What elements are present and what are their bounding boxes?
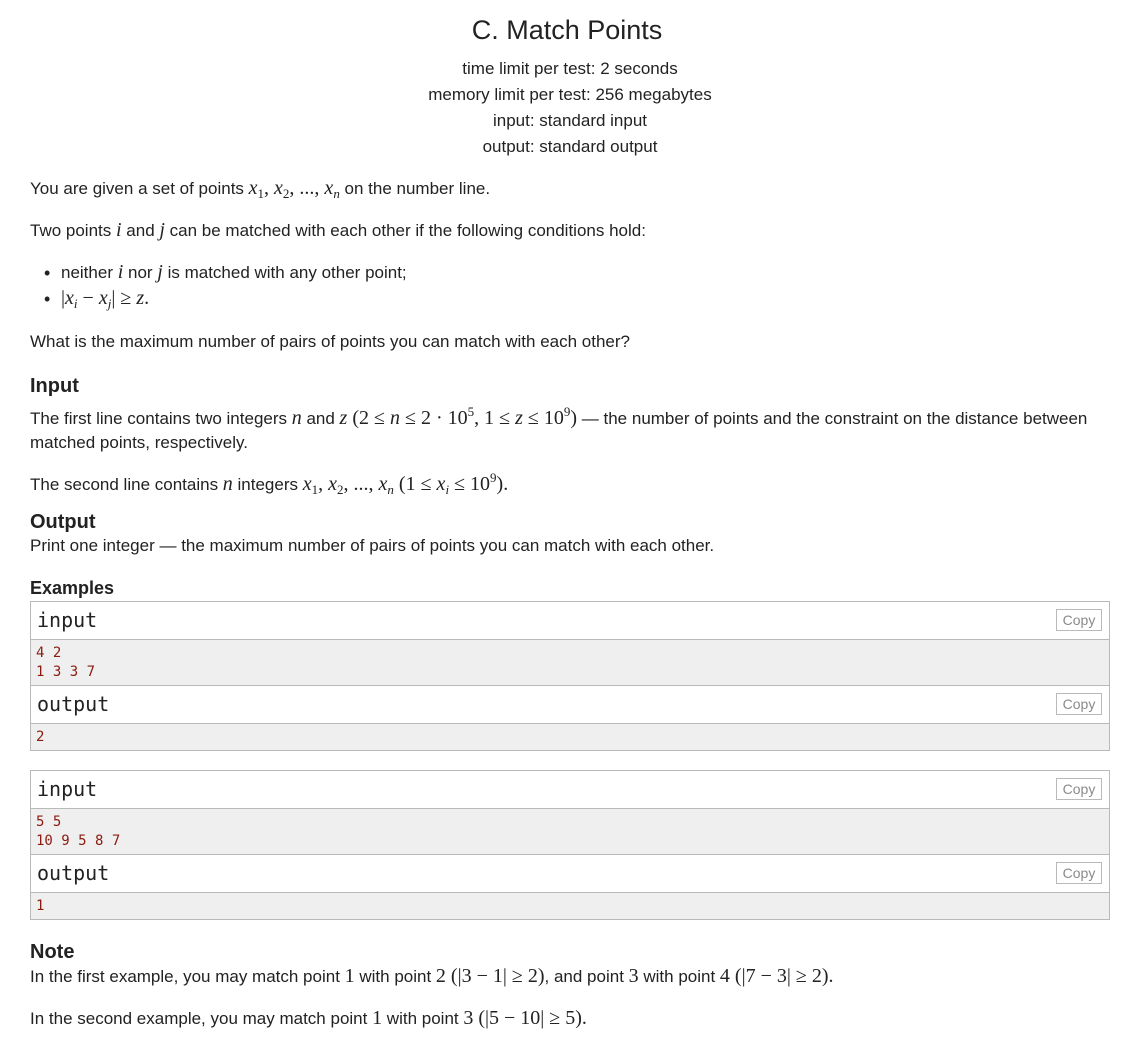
example-input-header [31, 771, 1109, 809]
output-text: Print one integer — the maximum number of pairs of points you can match with each other. [30, 536, 715, 555]
condition-distance: $|x_i - x_j| \ge z$. [61, 287, 150, 311]
note-line-1: In the first example, you may match point 1 with point 2 (|3 − 1| ≥ 2), and point 3 with point 4 (|7 − 3| ≥ 2). [30, 965, 834, 987]
output-heading: Output [30, 511, 96, 533]
example-output-header [31, 855, 1109, 893]
problem-title: C. Match Points [471, 15, 663, 45]
bullet-dot: • [44, 289, 51, 309]
example-output-body [31, 893, 1109, 919]
memory-limit: memory limit per test: 256 megabytes [428, 85, 712, 104]
output-label: output [37, 861, 110, 885]
input-line-1: The first line contains two integers n and z ($2 \le n \le 2 \cdot 10^5$, $1 \le z \le 10^9$) — the number of points and the constraint on the distance between matched points, respectively. [30, 404, 1088, 452]
input-label: input [37, 777, 98, 801]
statement-match-rule: Two points i and j can be matched with each other if the following conditions hold: [30, 219, 646, 241]
statement-question: What is the maximum number of pairs of points you can match with each other? [30, 332, 630, 351]
input-heading: Input [30, 375, 79, 397]
example-output-body [31, 724, 1109, 750]
example-output-header [31, 686, 1109, 724]
time-limit: time limit per test: 2 seconds [462, 59, 678, 78]
copy-button[interactable]: Copy [1056, 862, 1102, 884]
examples-heading: Examples [30, 578, 115, 598]
condition-unmatched: neither i nor j is matched with any other point; [61, 261, 407, 283]
example-input-line: 1 3 3 7 [36, 664, 96, 680]
statement-points: You are given a set of points $x_1$, $x_2$, ..., $x_n$ on the number line. [30, 177, 491, 201]
input-line-2: The second line contains n integers $x_1$, $x_2$, ..., $x_n$ $(1 \le x_i \le 10^9)$. [30, 470, 509, 497]
input-spec: input: standard input [492, 111, 648, 130]
example-1 [30, 601, 1110, 751]
output-spec: output: standard output [482, 137, 658, 156]
example-input-body [31, 809, 1109, 855]
example-input-line: 10 9 5 8 7 [36, 833, 121, 849]
input-label: input [37, 608, 98, 632]
note-heading: Note [30, 941, 75, 963]
copy-button[interactable]: Copy [1056, 609, 1102, 631]
output-label: output [37, 692, 110, 716]
example-output-line: 2 [36, 729, 45, 745]
example-input-header [31, 602, 1109, 640]
example-input-line: 5 5 [36, 814, 62, 830]
copy-button[interactable]: Copy [1056, 778, 1102, 800]
bullet-dot: • [44, 263, 51, 283]
example-input-body [31, 640, 1109, 686]
example-input-line: 4 2 [36, 645, 62, 661]
example-output-line: 1 [36, 898, 45, 914]
copy-button[interactable]: Copy [1056, 693, 1102, 715]
example-2 [30, 770, 1110, 920]
note-line-2: In the second example, you may match point 1 with point 3 (|5 − 10| ≥ 5). [30, 1007, 587, 1029]
